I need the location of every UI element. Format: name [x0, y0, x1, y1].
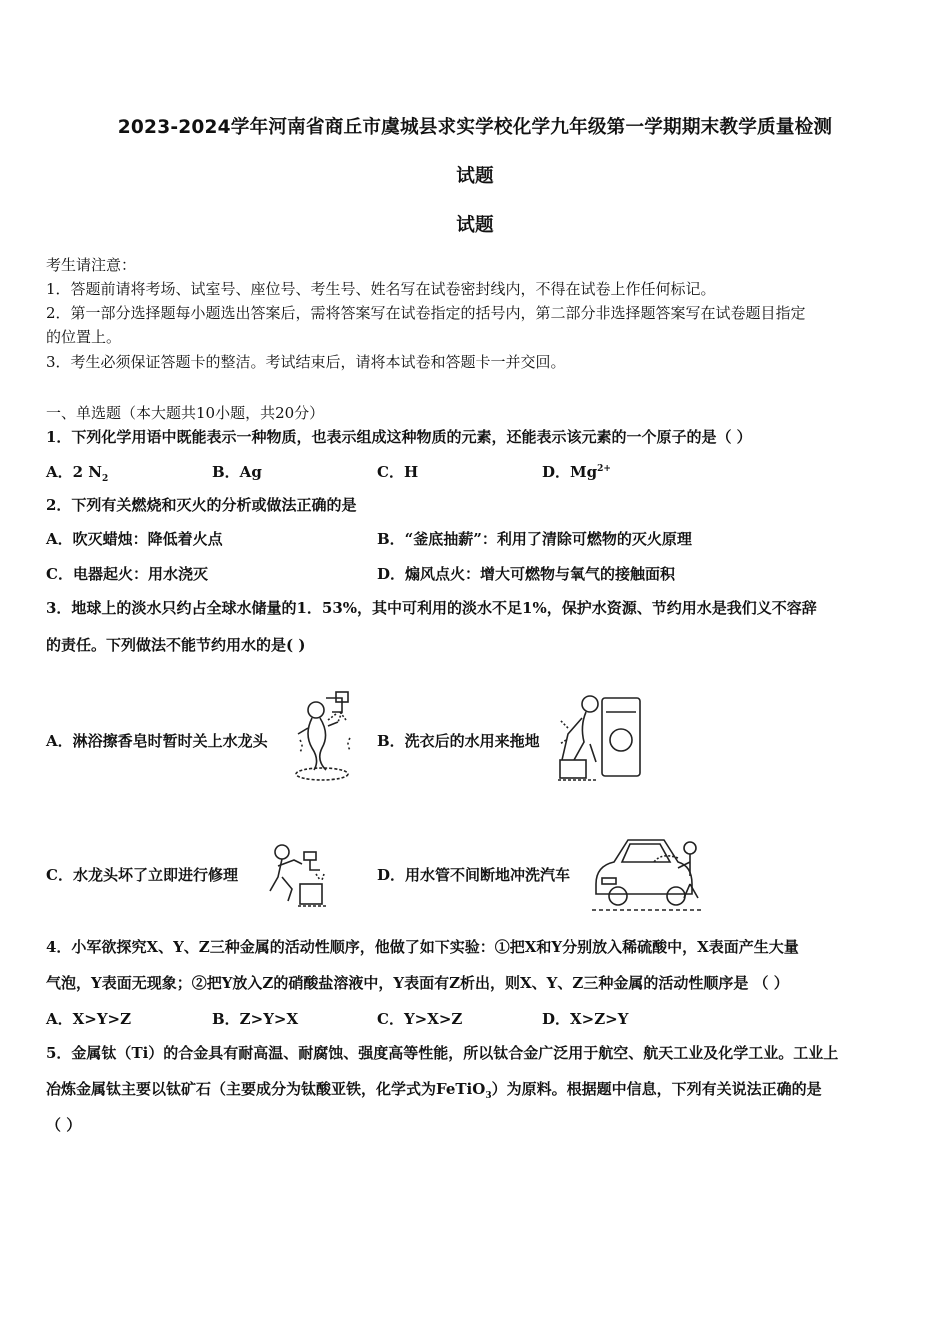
- mopping-illustration: [556, 688, 646, 786]
- q1-option-d-formula: D．Mg: [542, 463, 598, 481]
- q4-option-b[interactable]: B．Z>Y>X: [212, 1010, 299, 1028]
- q3-stem-line-2: 的责任。下列做法不能节约用水的是( ): [46, 636, 306, 654]
- q1-option-b[interactable]: B．Ag: [212, 463, 262, 481]
- q1-option-a[interactable]: [46, 461, 108, 484]
- q1-option-a-label: A．: [46, 463, 73, 481]
- exam-title-line-2: 试题: [456, 166, 494, 187]
- notice-item-3: 3．考生必须保证答题卡的整洁。考试结束后，请将本试卷和答题卡一并交回。: [46, 353, 566, 371]
- q2-option-d[interactable]: D．煽风点火：增大可燃物与氧气的接触面积: [377, 565, 676, 583]
- q2-option-b[interactable]: B．“釜底抽薪”：利用了清除可燃物的灭火原理: [377, 530, 692, 548]
- exam-title-line-1: 2023-2024学年河南省商丘市虞城县求实学校化学九年级第一学期期末教学质量检测: [117, 117, 833, 138]
- q1-option-a-formula: 2 N: [72, 463, 103, 481]
- q4-stem-line-2: 气泡，Y表面无现象；②把Y放入Z的硝酸盐溶液中，Y表面有Z析出，则X、Y、Z三种金属的活动性顺序是 （ ）: [46, 974, 789, 992]
- q1-option-a-subscript: 2: [102, 474, 109, 484]
- q3-option-d[interactable]: D．用水管不间断地冲洗汽车: [377, 866, 571, 884]
- q1-option-d[interactable]: [542, 461, 611, 482]
- notice-item-2: 2．第一部分选择题每小题选出答案后，需将答案写在试卷指定的括号内，第二部分非选择题答案写在试卷题目指定: [46, 304, 806, 322]
- q5-stem-line-1: 5．金属钛（Ti）的合金具有耐高温、耐腐蚀、强度高等性能，所以钛合金广泛用于航空、航天工业及化学工业。工业上: [46, 1044, 839, 1062]
- section-heading: 一、单选题（本大题共10小题，共20分）: [46, 404, 325, 422]
- q5-formula-subscript: 3: [485, 1091, 492, 1101]
- q3-option-b[interactable]: B．洗衣后的水用来拖地: [377, 732, 540, 750]
- q5-stem-line-2: [46, 1078, 822, 1101]
- q4-option-a[interactable]: A．X>Y>Z: [46, 1010, 132, 1028]
- q1-stem: 1．下列化学用语中既能表示一种物质，也表示组成这种物质的元素，还能表示该元素的一个原子的是（ ）: [46, 428, 752, 446]
- q1-option-d-superscript: 2+: [597, 464, 611, 474]
- q3-option-a[interactable]: A．淋浴擦香皂时暂时关上水龙头: [46, 732, 268, 750]
- q3-stem-line-1: 3．地球上的淡水只约占全球水储量的1．53%，其中可利用的淡水不足1%，保护水资源、节约用水是我们义不容辞: [46, 599, 817, 617]
- q5-stem-line-2-end: ）为原料。根据题中信息，下列有关说法正确的是: [491, 1080, 822, 1098]
- notice-item-2-continued: 的位置上。: [46, 328, 122, 346]
- q2-option-a[interactable]: A．吹灭蜡烛：降低着火点: [46, 530, 223, 548]
- shower-illustration: [292, 688, 356, 784]
- q5-answer-bracket: （ ）: [46, 1116, 82, 1134]
- notice-heading: 考生请注意：: [46, 256, 137, 274]
- q3-option-c[interactable]: C．水龙头坏了立即进行修理: [46, 866, 238, 884]
- q2-option-c[interactable]: C．电器起火：用水浇灭: [46, 565, 208, 583]
- q4-option-c[interactable]: C．Y>X>Z: [377, 1010, 463, 1028]
- q5-stem-line-2-start: 冶炼金属钛主要以钛矿石（主要成分为钛酸亚铁，化学式为FeTiO: [46, 1080, 486, 1098]
- q4-option-d[interactable]: D．X>Z>Y: [542, 1010, 629, 1028]
- exam-title-line-3: 试题: [456, 215, 494, 236]
- q1-option-c[interactable]: C．H: [377, 463, 419, 481]
- notice-item-1: 1．答题前请将考场、试室号、座位号、考生号、姓名写在试卷密封线内，不得在试卷上作任何标记。: [46, 280, 716, 298]
- car-washing-illustration: [590, 828, 706, 916]
- faucet-repair-illustration: [264, 838, 332, 910]
- q2-stem: 2．下列有关燃烧和灭火的分析或做法正确的是: [46, 496, 357, 514]
- q4-stem-line-1: 4．小军欲探究X、Y、Z三种金属的活动性顺序，他做了如下实验：①把X和Y分别放入稀硫酸中，X表面产生大量: [46, 938, 799, 956]
